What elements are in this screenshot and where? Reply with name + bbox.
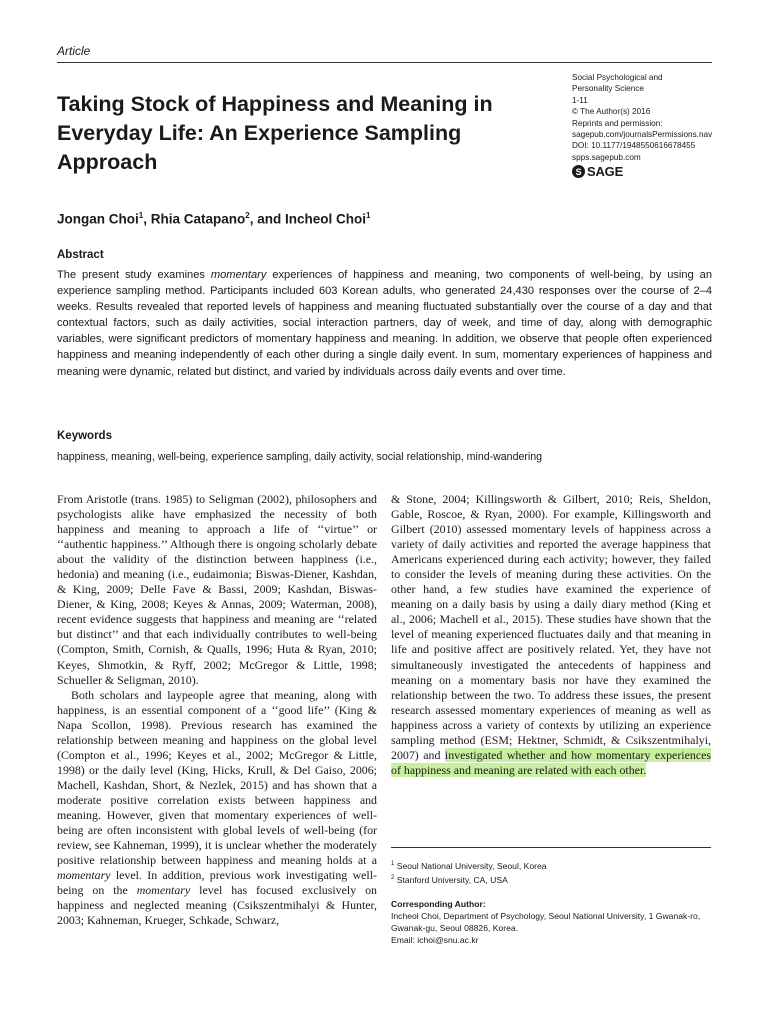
body-text: level. In addition, previous work investigating well-being on the (57, 868, 377, 898)
body-text: & Stone, 2004; Killingsworth & Gilbert, 2010; Reis, Sheldon, Gable, Roscoe, & Ryan, 2000). For example, Killingsworth and Gilbert (2010) assessed momentary levels of happiness across a variety of daily activities and reported the average happiness that Americans experienced during each activity; however, they failed to consider the levels of meaning during these activities. On the other hand, a few studies have examined the experience of meaning on a daily basis by using a daily diary method (King et al., 2006; Machell et al., 2015). These studies have shown that the level of meaning experienced fluctuates daily and that meaning in life and positive affect are positively related. Yet, they have not simultaneously investigated the antecedents of happiness and meaning on a momentary basis nor have they examined the relationship between the two. To address these issues, the present research assessed momentary experiences of meaning as well as happiness across a variety of contexts by utilizing an experience sampling method (ESM; Hektner, Schmidt, & Csikszentmihalyi, 2007) and (391, 492, 711, 762)
abstract-rest: experiences of happiness and meaning, two components of well-being, by using an experience sampling method. Participants included 603 Korean adults, who generated 24,430 responses over the course of 2–4 weeks. Results revealed that reported levels of happiness and meaning fluctuated substantially over the course of a day and that contextual factors, such as daily activities, social interaction partners, day of week, and time of day, along with demographic variables, were significant predictors of momentary happiness and meaning. In addition, we observe that people often experienced happiness and meaning independently of each other during a single daily event. In sum, momentary experiences of happiness and meaning were dynamic, related but distinct, and varied by individuals across daily events and over time. (57, 269, 712, 378)
footnote-item (391, 872, 721, 886)
corresponding-author-email[interactable]: Email: ichoi@snu.ac.kr (391, 935, 479, 945)
author-name: Rhia Catapano (150, 211, 246, 227)
abstract-lead: The present study examines (57, 269, 211, 281)
abstract-emphasis: momentary (210, 269, 267, 281)
journal-info-line: 1-11 (572, 95, 588, 105)
paper-title: Taking Stock of Happiness and Meaning in Everyday Life: An Experience Sampling Approach (57, 92, 493, 174)
author-separator: , and (249, 211, 285, 227)
body-column-left (57, 492, 377, 928)
journal-info-line: sagepub.com/journalsPermissions.nav (572, 130, 713, 140)
body-paragraph (57, 688, 377, 929)
author-affiliation-mark: 2 (245, 211, 250, 220)
body-paragraph: From Aristotle (trans. 1985) to Seligman (2002), philosophers and psychologists alike have emphasized the necessity of both happiness and meaning to approach a life of ‘‘virtue’’ or ‘‘authentic happiness.’’ Although there is ongoing scholarly debate about the validity of the distinction between happiness (i.e., hedonia) and meaning (i.e., eudaimonia; Biswas-Diener, Kashdan, & King, 2009; Delle Fave & Bassi, 2009; Kashdan, Biswas-Diener, & King, 2008; Keyes & Annas, 2009; Waterman, 2008), recent evidence suggests that happiness and meaning are ‘‘related but distinct’’ and that each individually contributes to well-being (Compton, Smith, Cornish, & Qualls, 1996; Huta & Ryan, 2010; Keyes, Shmotkin, & Ryff, 2002; McGregor & Little, 1998; Schueller & Seligman, 2010). (57, 492, 377, 687)
keywords-heading: Keywords (57, 430, 112, 442)
author-separator: , (143, 211, 151, 227)
corresponding-author-address: Incheol Choi, Department of Psychology, Seoul National University, 1 Gwanak-ro, Gwanak-gu, Seoul 08826, Korea. (391, 911, 701, 933)
abstract-body (57, 267, 712, 380)
body-column-right (391, 492, 711, 778)
journal-info-line: Reprints and permission: (572, 118, 663, 128)
footnote-rule (391, 847, 711, 848)
footnote-item (391, 858, 721, 872)
sage-circle-logo-icon: S (572, 165, 585, 178)
keywords-list: happiness, meaning, well-being, experience sampling, daily activity, social relationship, mind-wandering (57, 451, 543, 463)
footnote-text: Seoul National University, Seoul, Korea (396, 860, 547, 871)
body-emphasis: momentary (136, 883, 191, 898)
corresponding-author (391, 898, 721, 946)
body-text: level has focused exclusively on happiness and neglected meaning (Csikszentmihalyi & Hunter, 2003; Kahneman, Krueger, Schkade, Schwarz, (57, 883, 377, 928)
affiliation-footnotes (391, 858, 721, 886)
corresponding-author-heading: Corresponding Author: (391, 899, 486, 909)
abstract-heading: Abstract (57, 249, 104, 261)
footnote-mark: 2 (391, 874, 395, 881)
author-name: Incheol Choi (284, 211, 366, 227)
author-affiliation-mark: 1 (138, 211, 144, 220)
journal-info-line: Personality Science (572, 84, 644, 94)
journal-info-line: DOI: 10.1177/1948550616678455 (572, 141, 696, 151)
body-emphasis: momentary (57, 868, 111, 883)
publisher-logo (572, 164, 623, 179)
body-paragraph (391, 492, 711, 778)
author-name: Jongan Choi (57, 211, 139, 227)
journal-info-line: spps.sagepub.com (572, 152, 641, 162)
journal-info-line: Social Psychological and (572, 73, 663, 82)
author-list (57, 211, 370, 227)
journal-info-line: © The Author(s) 2016 (572, 107, 651, 117)
footnote-mark: 1 (391, 861, 395, 867)
highlighted-text[interactable]: investigated whether and how momentary experiences of happiness and meaning are related with each other. (391, 747, 711, 777)
author-affiliation-mark: 1 (365, 211, 371, 220)
header-rule (57, 62, 712, 63)
journal-info (572, 72, 752, 163)
footnote-text: Stanford University, CA, USA (396, 874, 508, 885)
body-text: Both scholars and laypeople agree that meaning, along with happiness, is an essential component of a ‘‘good life’’ (King & Napa Scollon, 1998). Previous research has examined the relationship between meaning and happiness on the global level (Compton et al., 1996; Keyes et al., 2002; McGregor & Little, 1998) or the daily level (King, Hicks, Krull, & Del Gaiso, 2006; Machell, Kashdan, Short, & Nezlek, 2015) and has shown that a moderate positive correlation exists between happiness and meaning. However, given that momentary experiences of well-being are often inconsistent with global levels of well-being (for review, see Kahneman, 1999), it is unclear whether the moderately positive relationship between happiness and meaning holds at a (57, 687, 377, 868)
publisher-logo-text: SAGE (587, 164, 624, 179)
article-type-label: Article (57, 44, 91, 58)
